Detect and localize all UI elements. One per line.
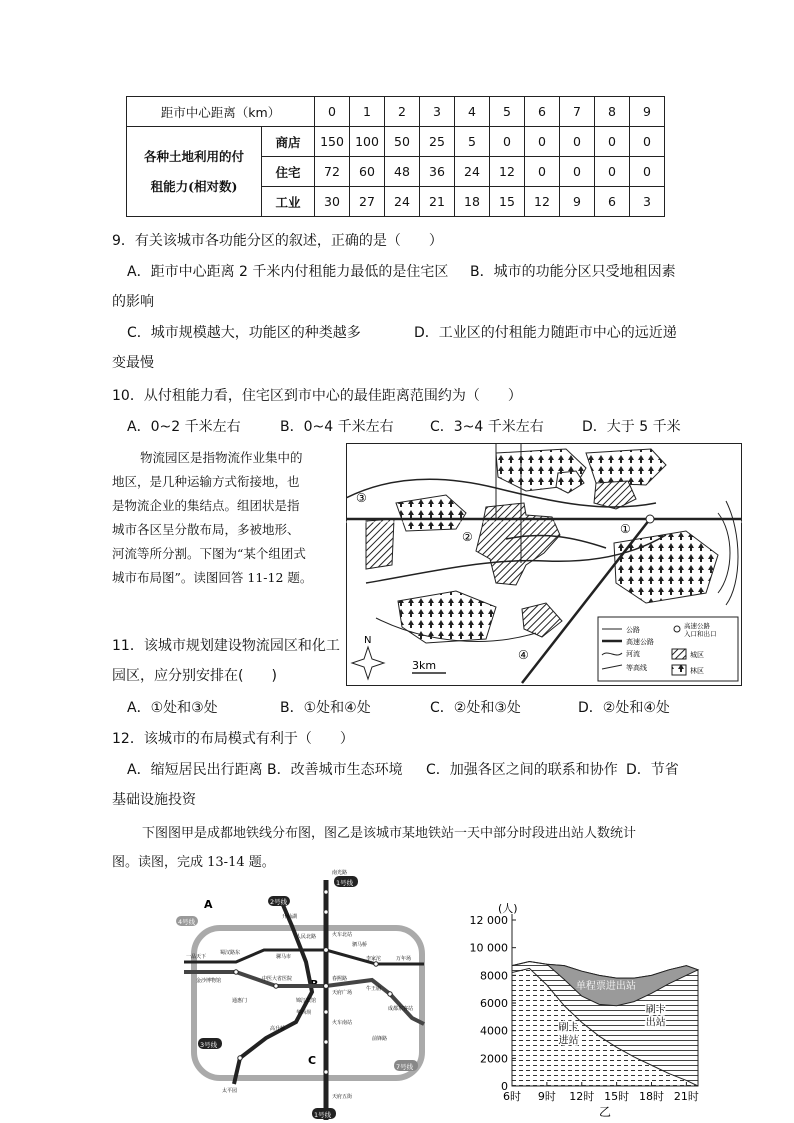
value-cell: 18 xyxy=(455,187,490,217)
legend-urban-swatch xyxy=(672,649,686,659)
distance-cell: 7 xyxy=(560,97,595,127)
legend-expressway: 高速公路 xyxy=(626,638,654,646)
value-cell: 0 xyxy=(560,127,595,157)
row-group-label-line2: 租能力(相对数) xyxy=(150,178,238,194)
station: 蜀汉路东 xyxy=(220,950,241,956)
metro-intro-line2: 图。读图，完成 13-14 题。 xyxy=(112,855,275,870)
legend-forest-swatch xyxy=(672,665,686,675)
north-label: N xyxy=(364,635,372,646)
marker-1: ① xyxy=(620,522,631,536)
q12-option-c[interactable]: C．加强各区之间的联系和协作 xyxy=(426,762,618,778)
station: 李家沱 xyxy=(366,956,382,962)
row-label-industrial: 工业 xyxy=(262,187,315,217)
y-tick-label: 0 xyxy=(501,1080,508,1093)
q11-option-d[interactable]: D．②处和④处 xyxy=(578,700,670,716)
station: 太平园 xyxy=(222,1088,238,1094)
urban-area xyxy=(366,519,394,569)
value-cell: 36 xyxy=(420,157,455,187)
value-cell: 5 xyxy=(455,127,490,157)
metro-intro-line1: 下图图甲是成都地铁线分布图，图乙是该城市某地铁站一天中部分时段进出站人数统计 xyxy=(142,826,637,841)
station: 通惠门 xyxy=(232,998,248,1004)
distance-cell: 1 xyxy=(350,97,385,127)
line-label: 2号线 xyxy=(270,898,288,906)
station-dot xyxy=(374,962,378,966)
q11-option-a[interactable]: A．①处和③处 xyxy=(127,700,218,716)
value-cell: 25 xyxy=(420,127,455,157)
header-distance-label: 距市中心距离（km） xyxy=(127,97,315,127)
station-flow-chart xyxy=(470,898,706,1120)
distance-cell: 6 xyxy=(525,97,560,127)
station-dot xyxy=(234,970,238,974)
row-label-residential: 住宅 xyxy=(262,157,315,187)
x-tick-label: 18时 xyxy=(639,1090,664,1103)
station: 成都东客站 xyxy=(388,1006,414,1012)
value-cell: 0 xyxy=(630,157,665,187)
x-tick-label: 15时 xyxy=(604,1090,630,1103)
intro-line: 物流园区是指物流作业集中的 xyxy=(140,450,303,465)
distance-cell: 3 xyxy=(420,97,455,127)
q12-option-b[interactable]: B．改善城市生态环境 xyxy=(267,762,403,778)
x-tick-label: 6时 xyxy=(503,1090,521,1103)
value-cell: 21 xyxy=(420,187,455,217)
distance-cell: 2 xyxy=(385,97,420,127)
value-cell: 150 xyxy=(315,127,350,157)
y-tick-label: 6000 xyxy=(480,997,508,1010)
station-dot xyxy=(388,992,392,996)
value-cell: 6 xyxy=(595,187,630,217)
station: 牛王庙 xyxy=(366,986,382,992)
logistics-intro xyxy=(112,446,340,590)
value-cell: 12 xyxy=(525,187,560,217)
q11-stem-line1: 11．该城市规划建设物流园区和化工 xyxy=(112,638,340,654)
station: 万年场 xyxy=(396,956,412,962)
value-cell: 24 xyxy=(455,157,490,187)
value-cell: 0 xyxy=(595,127,630,157)
intro-line: 地区，是几种运输方式衔接地，也 xyxy=(112,474,300,489)
value-cell: 0 xyxy=(525,127,560,157)
station-dot xyxy=(238,1056,242,1060)
station: 高升桥 xyxy=(270,1026,286,1032)
value-cell: 15 xyxy=(490,187,525,217)
line-label: 1号线 xyxy=(314,1111,332,1119)
distance-cell: 0 xyxy=(315,97,350,127)
line-label: 4号线 xyxy=(178,918,196,926)
station: 一品天下 xyxy=(186,954,207,960)
q9-option-a[interactable]: A．距市中心距离 2 千米内付租能力最低的是住宅区 xyxy=(127,264,449,280)
q10-option-b[interactable]: B．0~4 千米左右 xyxy=(280,419,394,435)
station-dot xyxy=(324,1070,328,1074)
q10-option-c[interactable]: C．3~4 千米左右 xyxy=(430,419,544,435)
y-tick-label: 4000 xyxy=(480,1024,508,1038)
station: 升仙湖 xyxy=(282,914,298,920)
value-cell: 0 xyxy=(525,157,560,187)
value-cell: 9 xyxy=(560,187,595,217)
annotation-single-ticket: 单程票进出站 xyxy=(575,981,636,993)
city-layout-map xyxy=(346,443,742,686)
distance-cell: 9 xyxy=(630,97,665,127)
line-label: 7号线 xyxy=(396,1063,414,1071)
value-cell: 50 xyxy=(385,127,420,157)
value-cell: 100 xyxy=(350,127,385,157)
q10-option-d[interactable]: D．大于 5 千米 xyxy=(582,419,681,435)
value-cell: 0 xyxy=(630,127,665,157)
value-cell: 72 xyxy=(315,157,350,187)
value-cell: 24 xyxy=(385,187,420,217)
bid-rent-table xyxy=(126,96,665,217)
legend-exit-swatch xyxy=(674,626,680,632)
q9-stem: 9．有关该城市各功能分区的叙述，正确的是（ ） xyxy=(112,233,443,249)
q11-stem-line2: 园区，应分别安排在( ) xyxy=(112,668,277,684)
q12-option-d[interactable]: D．节省 xyxy=(626,762,679,778)
station: 金沙博物馆 xyxy=(196,978,222,984)
annotation-card-exit: 刷卡出站 xyxy=(645,1004,666,1029)
legend-urban: 城区 xyxy=(690,651,704,659)
station: 中医大省医院 xyxy=(262,976,293,982)
legend-contour: 等高线 xyxy=(626,664,647,672)
value-cell: 30 xyxy=(315,187,350,217)
q9-option-c[interactable]: C．城市规模越大，功能区的种类越多 xyxy=(127,325,361,341)
station: 天府广场 xyxy=(332,990,353,996)
station-dot xyxy=(324,984,329,989)
q9-option-d[interactable]: D．工业区的付租能力随距市中心的远近递 xyxy=(414,325,677,341)
metro-map xyxy=(176,862,438,1120)
q12-stem: 12．该城市的布局模式有利于（ ） xyxy=(112,731,354,747)
q11-option-c[interactable]: C．②处和③处 xyxy=(430,700,521,716)
value-cell: 3 xyxy=(630,187,665,217)
marker-2: ② xyxy=(462,530,473,544)
station-dot xyxy=(324,910,328,914)
marker-4: ④ xyxy=(518,648,529,662)
distance-cell: 8 xyxy=(595,97,630,127)
value-cell: 48 xyxy=(385,157,420,187)
value-cell: 0 xyxy=(595,157,630,187)
expressway-exit xyxy=(646,515,654,523)
value-cell: 0 xyxy=(560,157,595,187)
station-dot xyxy=(274,984,278,988)
y-axis xyxy=(470,914,516,1093)
plot-area xyxy=(512,962,698,1087)
station: 南光路 xyxy=(332,870,348,876)
value-cell: 0 xyxy=(490,127,525,157)
station-dot xyxy=(324,1040,328,1044)
line-label: 1号线 xyxy=(336,879,354,887)
station: 火车南站 xyxy=(332,1020,353,1026)
station-dot xyxy=(324,948,329,953)
y-tick-label: 10 000 xyxy=(470,941,508,955)
legend-road: 公路 xyxy=(626,626,640,634)
value-cell: 60 xyxy=(350,157,385,187)
scale-label: 3km xyxy=(412,659,437,672)
station: 华西坝 xyxy=(296,1010,312,1016)
q10-stem: 10．从付租能力看，住宅区到市中心的最佳距离范围约为（ ） xyxy=(112,388,522,404)
legend-river: 河流 xyxy=(626,650,640,658)
station-dot xyxy=(324,1010,328,1014)
row-group-label xyxy=(127,127,262,217)
x-tick-label: 21时 xyxy=(673,1090,699,1103)
point-a: A xyxy=(204,898,213,911)
map-legend xyxy=(598,617,738,681)
intro-line: 河流等所分割。下图为“某个组团式 xyxy=(112,546,306,561)
x-caption: 乙 xyxy=(599,1105,612,1119)
station: 骡马市 xyxy=(276,954,292,960)
y-tick-label: 12 000 xyxy=(470,914,508,927)
marker-3: ③ xyxy=(356,491,367,505)
intro-line: 是物流企业的集结点。组团状是指 xyxy=(112,498,300,513)
station: 驷马桥 xyxy=(352,942,368,948)
q9-option-b[interactable]: B．城市的功能分区只受地租因素 xyxy=(470,264,676,280)
distance-cell: 4 xyxy=(455,97,490,127)
q9-option-d-cont: 变最慢 xyxy=(112,355,154,371)
intro-line: 城市各区呈分散布局，多被地形、 xyxy=(112,522,300,537)
value-cell: 27 xyxy=(350,187,385,217)
station-dot xyxy=(324,890,328,894)
station: 人民北路 xyxy=(296,934,317,940)
station: 锦江宾馆 xyxy=(296,998,317,1004)
value-cell: 12 xyxy=(490,157,525,187)
q11-option-b[interactable]: B．①处和④处 xyxy=(280,700,371,716)
station: 天府五街 xyxy=(332,1094,353,1100)
distance-cell: 5 xyxy=(490,97,525,127)
station: 前锋路 xyxy=(372,1036,388,1042)
q12-option-d-cont: 基础设施投资 xyxy=(112,792,196,808)
intro-line: 城市布局图”。读图回答 11-12 题。 xyxy=(112,570,313,585)
row-group-label-line1: 各种土地利用的付 xyxy=(143,148,244,164)
y-tick-label: 2000 xyxy=(480,1052,508,1066)
annotation-card-entry: 刷卡进站 xyxy=(558,1022,579,1047)
point-b: B xyxy=(310,978,319,991)
station: 春熙路 xyxy=(332,976,348,982)
line-label: 3号线 xyxy=(200,1041,218,1049)
q12-option-a[interactable]: A．缩短居民出行距离 xyxy=(127,762,263,778)
q9-option-b-cont: 的影响 xyxy=(112,294,154,310)
y-unit: (人) xyxy=(498,902,518,915)
q10-option-a[interactable]: A．0~2 千米左右 xyxy=(127,419,241,435)
row-label-shop: 商店 xyxy=(262,127,315,157)
station: 火车北站 xyxy=(332,932,353,938)
point-c: C xyxy=(308,1054,317,1067)
legend-forest: 林区 xyxy=(690,667,704,675)
x-tick-label: 9时 xyxy=(537,1090,556,1103)
legend-exit: 高速公路入口和出口 xyxy=(684,622,717,638)
y-tick-label: 8000 xyxy=(480,969,508,983)
x-tick-label: 12时 xyxy=(569,1090,595,1103)
